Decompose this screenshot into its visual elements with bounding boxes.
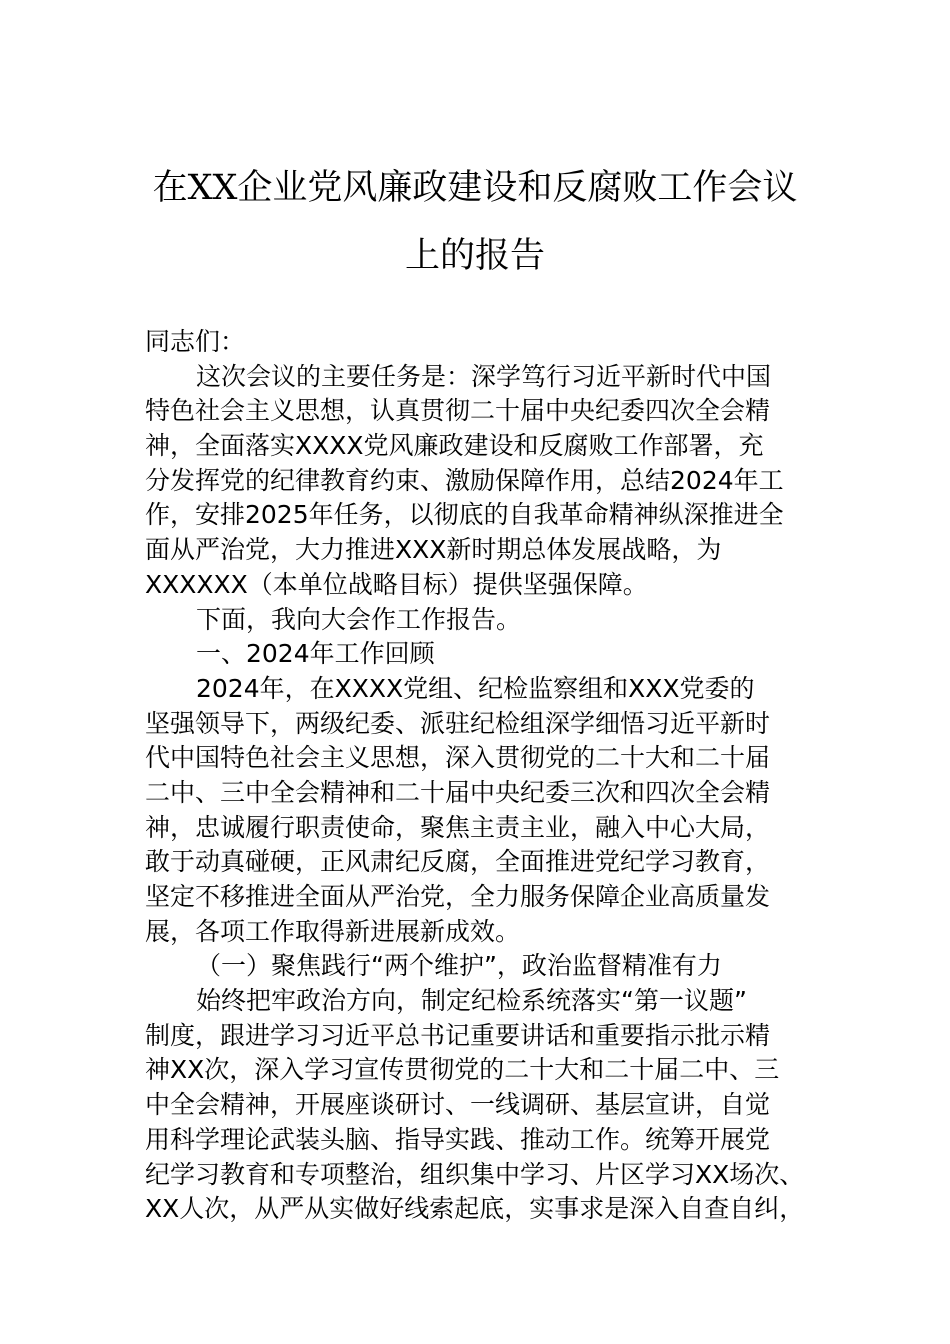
body-line: 二中、三中全会精神和二十届中央纪委三次和四次全会精 [145, 777, 771, 807]
document-title-line-1: 在XX企业党风廉政建设和反腐败工作会议 [152, 168, 798, 208]
body-line: 坚定不移推进全面从严治党，全力服务保障企业高质量发 [145, 882, 771, 911]
body-line: 始终把牢政治方向，制定纪检系统落实“第一议题” [196, 986, 747, 1016]
body-line: 坚强领导下，两级纪委、派驻纪检组深学细悟习近平新时 [145, 708, 771, 738]
body-line: 制度，跟进学习习近平总书记重要讲话和重要指示批示精 [145, 1020, 771, 1050]
body-line: 一、2024年工作回顾 [196, 639, 435, 669]
body-line: 同志们： [145, 327, 246, 356]
body-line: 2024年，在XXXX党组、纪检监察组和XXX党委的 [196, 673, 755, 703]
body-line: （一）聚焦践行“两个维护”，政治监督精准有力 [196, 951, 722, 981]
document-body [145, 325, 825, 1227]
body-line: XX人次，从严从实做好线索起底，实事求是深入自查自纠， [145, 1194, 805, 1224]
body-line: 特色社会主义思想，认真贯彻二十届中央纪委四次全会精 [145, 396, 771, 426]
body-line: 敢于动真碰硬，正风肃纪反腐，全面推进党纪学习教育， [145, 847, 771, 877]
body-line: 面从严治党，大力推进XXX新时期总体发展战略，为 [145, 535, 722, 565]
body-line: 中全会精神，开展座谈研讨、一线调研、基层宣讲，自觉 [145, 1090, 771, 1120]
body-line: 纪学习教育和专项整治，组织集中学习、片区学习XX场次、 [145, 1159, 805, 1189]
body-line: 展，各项工作取得新进展新成效。 [145, 916, 521, 946]
body-line: 分发挥党的纪律教育约束、激励保障作用，总结2024年工 [145, 465, 784, 495]
document-title-line-2: 上的报告 [404, 236, 545, 276]
body-line: 神，全面落实XXXX党风廉政建设和反腐败工作部署，充 [145, 431, 764, 461]
body-line: 神，忠诚履行职责使命，聚焦主责主业，融入中心大局， [145, 812, 771, 842]
body-line: XXXXXX（本单位战略目标）提供坚强保障。 [145, 569, 648, 599]
body-line: 作，安排2025年任务，以彻底的自我革命精神纵深推进全 [145, 500, 784, 530]
body-line: 这次会议的主要任务是：深学笃行习近平新时代中国 [196, 361, 772, 391]
body-line: 神XX次，深入学习宣传贯彻党的二十大和二十届二中、三 [145, 1055, 780, 1085]
body-line: 用科学理论武装头脑、指导实践、推动工作。统筹开展党 [145, 1124, 771, 1154]
body-line: 下面，我向大会作工作报告。 [196, 604, 522, 634]
body-line: 代中国特色社会主义思想，深入贯彻党的二十大和二十届 [145, 743, 771, 773]
